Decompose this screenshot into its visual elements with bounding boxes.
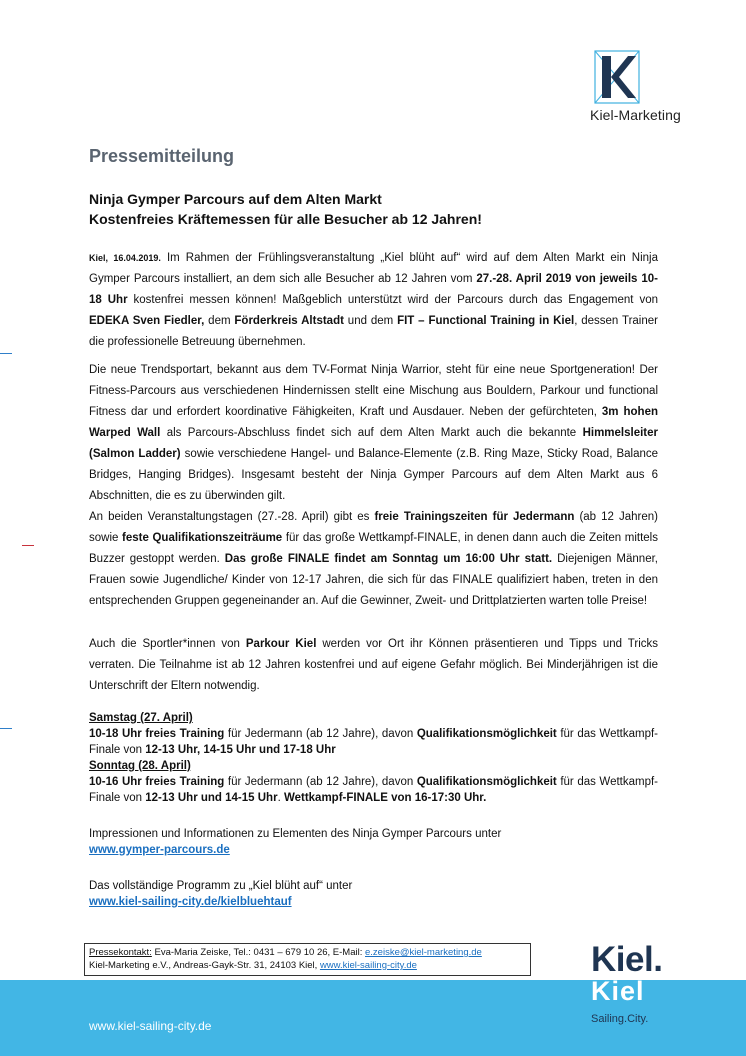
press-contact-box (84, 943, 531, 976)
paragraph-training: An beiden Veranstaltungstagen (27.-28. April) gibt es freie Trainingszeiten für Jedermann (ab 12 Jahren) sowie feste Qualifikationszeiträume für das große Wettkampf-FINALE, in denen dann auch die Zeiten mittels Buzzer gestoppt werden. Das große FINALE findet am Sonntag um 16:00 Uhr statt. Diejenigen Männer, Frauen sowie Jugendliche/ Kinder von 12-17 Jahren, die sich für das FINALE qualifiziert haben, treten in den entsprechenden Gruppen gegeneinander an. Auf die Gewinner, Zweit- und Drittplatzierten warten tolle Preise! (89, 511, 658, 607)
kiel-logo-claim: Sailing.City. (591, 1013, 649, 1025)
paragraph-intro: Kiel, 16.04.2019. Im Rahmen der Frühlingsveranstaltung „Kiel blüht auf“ wird auf dem Alten Markt ein Ninja Gymper Parcours installiert, an dem sich alle Besucher ab 12 Jahren vom 27.-28. April 2019 von jeweils 10-18 Uhr kostenfrei messen können! Maßgeblich unterstützt wird der Parcours durch das Engagement von EDEKA Sven Fiedler, dem Förderkreis Altstadt und dem FIT – Functional Training in Kiel, dessen Trainer die professionelle Betreuung übernehmen. (89, 252, 658, 348)
kielbluehtauf-link[interactable]: www.kiel-sailing-city.de/kielbluehtauf (89, 896, 292, 908)
dateline: Kiel, 16.04.2019. (89, 253, 161, 263)
headline-line-2: Kostenfreies Kräftemessen für alle Besucher ab 12 Jahren! (89, 211, 482, 227)
kiel-marketing-logo-text: Kiel-Marketing (590, 107, 681, 123)
press-email-link[interactable]: e.zeiske@kiel-marketing.de (365, 947, 482, 958)
fold-mark-middle (22, 545, 34, 546)
press-contact-line-2: Kiel-Marketing e.V., Andreas-Gayk-Str. 31, 24103 Kiel, www.kiel-sailing-city.de (89, 960, 417, 971)
fold-mark-bottom (0, 728, 12, 729)
kiel-logo-word-alt: Kiel (591, 976, 645, 1006)
info-programm: Das vollständige Programm zu „Kiel blüht auf“ unter www.kiel-sailing-city.de/kielbluehtauf (89, 880, 353, 908)
headline-line-1: Ninja Gymper Parcours auf dem Alten Markt (89, 191, 382, 207)
press-web-link[interactable]: www.kiel-sailing-city.de (319, 960, 417, 971)
schedule-saturday-text: 10-18 Uhr freies Training für Jedermann (ab 12 Jahre), davon Qualifikationsmöglichkeit für das Wettkampf-Finale von 12-13 Uhr, 14-15 Uhr und 17-18 Uhr (89, 728, 659, 756)
schedule-sunday-heading: Sonntag (28. April) (89, 760, 191, 772)
headline (89, 189, 482, 229)
paragraph-trendsport: Die neue Trendsportart, bekannt aus dem TV-Format Ninja Warrior, steht für eine neue Sportgeneration! Der Fitness-Parcours aus verschiedenen Hindernissen stellt eine Mischung aus Bouldern, Parkour und functional Fitness dar und erfordert koordinative Fähigkeiten, Kraft und Ausdauer. Neben der gefürchteten, 3m hohen Warped Wall als Parcours-Abschluss findet sich auf dem Alten Markt auch die bekannte Himmelsleiter (Salmon Ladder) sowie verschiedene Hangel- und Balance-Elemente (z.B. Ring Maze, Sticky Road, Balance Bridges, Hanging Bridges). Insgesamt besteht der Ninja Gymper Parcours auf dem Alten Markt aus 6 Abschnitten, die es zu überwinden gilt. (89, 364, 659, 502)
press-contact-line-1: Pressekontakt: Eva-Maria Zeiske, Tel.: 0431 – 679 10 26, E-Mail: e.zeiske@kiel-marketing.de (89, 947, 482, 958)
schedule-sunday-text: 10-16 Uhr freies Training für Jedermann (ab 12 Jahre), davon Qualifikationsmöglichkeit für das Wettkampf-Finale von 12-13 Uhr und 14-15 Uhr. Wettkampf-FINALE von 16-17:30 Uhr. (89, 776, 659, 804)
info-gymper: Impressionen und Informationen zu Elementen des Ninja Gymper Parcours unter www.gymper-parcours.de (89, 828, 502, 856)
kiel-marketing-logo (590, 50, 681, 123)
paragraph-parkour: Auch die Sportler*innen von Parkour Kiel werden vor Ort ihr Können präsentieren und Tipps und Tricks verraten. Die Teilnahme ist ab 12 Jahren kostenfrei und auf eigene Gefahr möglich. Bei Minderjährigen ist die Unterschrift der Eltern notwendig. (89, 638, 659, 692)
fold-mark-top (0, 353, 12, 354)
schedule (89, 710, 658, 806)
kiel-sailing-city-logo (591, 942, 681, 1025)
page-title: Pressemitteilung (89, 146, 235, 166)
gymper-parcours-link[interactable]: www.gymper-parcours.de (89, 844, 230, 856)
schedule-saturday-heading: Samstag (27. April) (89, 712, 193, 724)
footer-url: www.kiel-sailing-city.de (89, 1019, 212, 1033)
kiel-marketing-k-icon (594, 50, 640, 104)
kiel-logo-word: Kiel. (591, 940, 663, 979)
